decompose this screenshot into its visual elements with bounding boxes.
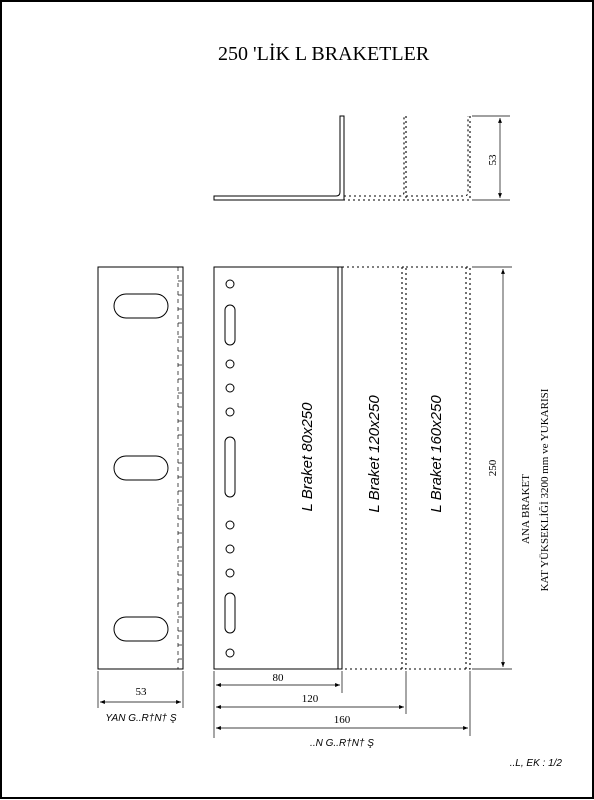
dim-width-120: 120 (301, 693, 319, 705)
side-slot-top (114, 294, 168, 318)
front-view (214, 267, 551, 749)
front-hole-7 (226, 569, 234, 577)
sheet-number: ..L, EK : 1/2 (509, 758, 562, 769)
front-slot-2 (225, 437, 235, 497)
dim-height-front: 250 (487, 459, 499, 477)
front-hole-5 (226, 521, 234, 529)
front-hole-2 (226, 360, 234, 368)
side-slot-bottom (114, 617, 168, 641)
note-kat-yuksekligi: KAT YÜKSEKLİĞİ 3200 mm ve YUKARISI (539, 388, 551, 592)
bracket-label-80: L Braket 80x250 (299, 402, 316, 512)
side-ticks (178, 281, 182, 659)
bracket-label-160: L Braket 160x250 (428, 395, 445, 513)
front-slot-3 (225, 593, 235, 633)
profile-160-outline (406, 116, 470, 200)
page-border (1, 1, 593, 798)
front-slot-1 (225, 305, 235, 345)
front-hole-3 (226, 384, 234, 392)
note-ana-braket: ANA BRAKET (520, 474, 532, 544)
page-title: 250 'LİK L BRAKETLER (218, 43, 430, 65)
side-view (98, 267, 183, 724)
dim-width-160: 160 (333, 714, 351, 726)
top-view (214, 116, 510, 200)
bracket-label-120: L Braket 120x250 (366, 395, 383, 513)
front-hole-4 (226, 408, 234, 416)
l-profile (214, 116, 344, 200)
front-hole-6 (226, 545, 234, 553)
dim-side-width: 53 (135, 686, 147, 698)
profile-120-outline (344, 116, 406, 200)
front-hole-8 (226, 649, 234, 657)
dim-width-80: 80 (272, 672, 284, 684)
front-view-label: ..N G..R†N† Ş (310, 738, 374, 749)
front-hole-1 (226, 280, 234, 288)
side-slot-middle (114, 456, 168, 480)
side-view-label: YAN G..R†N† Ş (105, 713, 177, 724)
dim-height-top: 53 (487, 154, 499, 166)
